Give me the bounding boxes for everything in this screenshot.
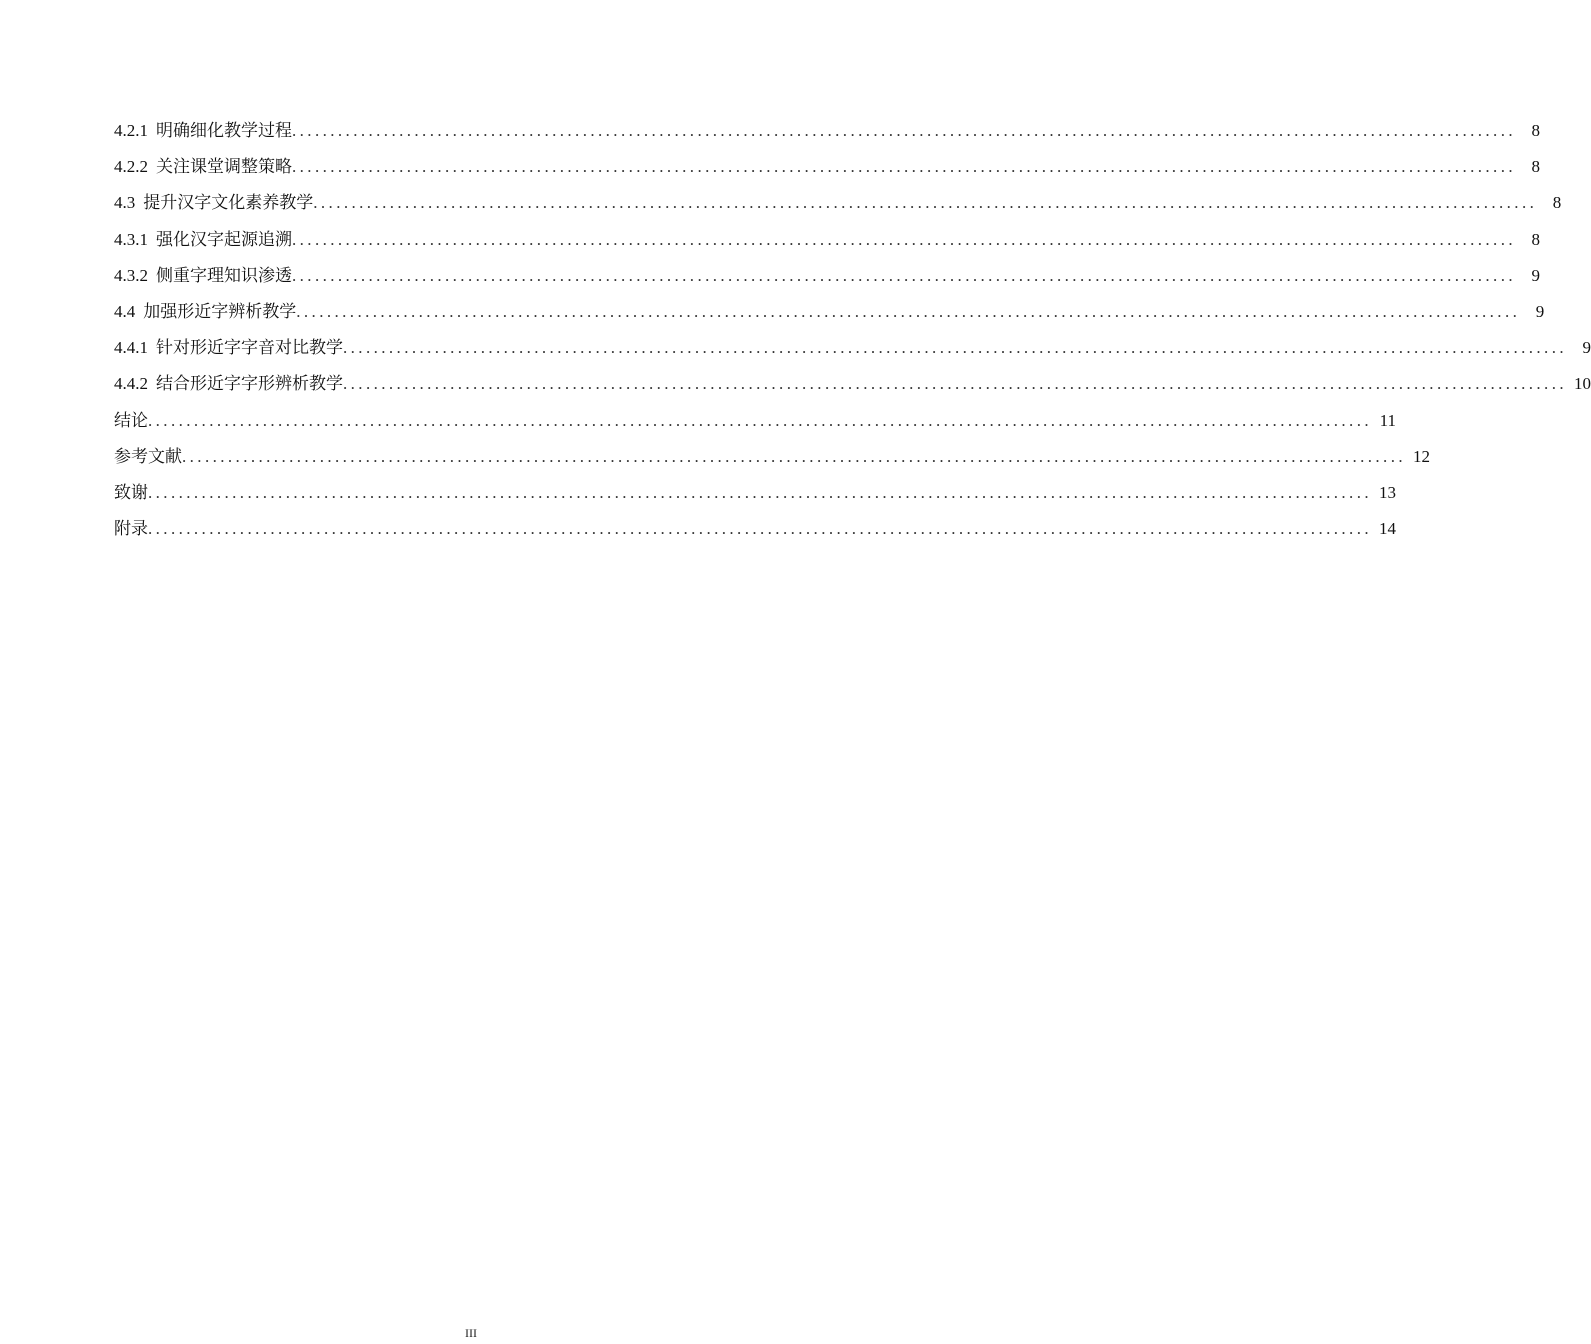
toc-entry-number: 4.4 [114, 301, 136, 321]
toc-entry-label [114, 294, 296, 330]
toc-entry-page: 9 [1582, 338, 1591, 358]
toc-entry-number: 4.3 [114, 193, 136, 213]
toc-entry-page: 14 [1379, 519, 1396, 539]
toc-entry-number: 4.4.2 [114, 374, 148, 394]
toc-entry-page: 9 [1535, 301, 1545, 321]
toc-entry[interactable] [114, 403, 1396, 439]
toc-entry[interactable] [114, 149, 1540, 185]
toc-entry-title: 明确细化教学过程 [156, 121, 292, 140]
toc-entry[interactable] [114, 366, 1591, 402]
toc-entry-title: 结论 [114, 410, 148, 430]
toc-entry-title: 关注课堂调整策略 [156, 157, 292, 177]
dot-leader: ................................................................................................................................................................ [148, 519, 1372, 539]
toc-entry-page: 10 [1574, 374, 1591, 394]
toc-entry-number: 4.3.1 [114, 229, 148, 249]
toc-entry-title: 附录 [114, 519, 148, 539]
toc-entry[interactable] [114, 439, 1430, 475]
toc-entry[interactable] [114, 294, 1545, 330]
dot-leader: ................................................................................................................................................................ [343, 338, 1567, 358]
dot-leader: ................................................................................................................................................................ [313, 193, 1538, 213]
toc-entry-page: 8 [1531, 229, 1540, 249]
dot-leader: ................................................................................................................................................................ [148, 482, 1372, 502]
toc-entry-number: 4.2.1 [114, 121, 148, 140]
toc-entry-page: 9 [1531, 265, 1540, 285]
dot-leader: ................................................................................................................................................................ [343, 374, 1567, 394]
toc-entry-label [114, 330, 343, 366]
toc-entry-page: 8 [1531, 121, 1540, 140]
dot-leader: ................................................................................................................................................................ [292, 157, 1516, 177]
toc-entry-label [114, 403, 148, 439]
toc-entry-label [114, 149, 292, 185]
dot-leader: ................................................................................................................................................................ [292, 265, 1516, 285]
toc-entry-title: 参考文献 [114, 446, 182, 466]
toc-entry-label [114, 185, 313, 221]
toc-entry-label [114, 222, 292, 258]
dot-leader: ................................................................................................................................................................ [148, 410, 1372, 430]
toc-entry-label [114, 258, 292, 294]
toc-entry[interactable] [114, 475, 1396, 511]
toc-entry-page: 13 [1379, 482, 1396, 502]
toc-entry-label [114, 475, 148, 511]
toc-entry-title: 结合形近字字形辨析教学 [156, 374, 343, 394]
dot-leader: ................................................................................................................................................................ [292, 229, 1516, 249]
toc-entry-label [114, 366, 343, 402]
toc-entry[interactable] [114, 330, 1591, 366]
toc-entry-label [114, 113, 292, 149]
toc-entry-title: 侧重字理知识渗透 [156, 265, 292, 285]
dot-leader: ................................................................................................................................................................ [292, 121, 1516, 140]
toc-entry[interactable] [114, 511, 1396, 547]
dot-leader: ................................................................................................................................................................ [296, 301, 1521, 321]
toc-entry-page: 11 [1379, 410, 1396, 430]
toc-entry-title: 致谢 [114, 482, 148, 502]
toc-entry-number: 4.2.2 [114, 157, 148, 177]
toc-entry-number: 4.4.1 [114, 338, 148, 358]
table-of-contents [114, 113, 1591, 547]
toc-entry-page: 12 [1413, 446, 1430, 466]
toc-entry-title: 针对形近字字音对比教学 [156, 338, 343, 358]
toc-entry-title: 加强形近字辨析教学 [143, 301, 297, 321]
page-number: III [465, 1326, 477, 1340]
toc-entry-title: 强化汉字起源追溯 [156, 229, 292, 249]
toc-entry-page: 8 [1552, 193, 1562, 213]
dot-leader: ................................................................................................................................................................ [182, 446, 1406, 466]
toc-entry[interactable] [114, 113, 1540, 149]
toc-entry[interactable] [114, 185, 1562, 221]
toc-entry-page: 8 [1531, 157, 1540, 177]
toc-entry-number: 4.3.2 [114, 265, 148, 285]
toc-entry-label [114, 439, 182, 475]
toc-entry-label [114, 511, 148, 547]
toc-entry[interactable] [114, 258, 1540, 294]
toc-entry-title: 提升汉字文化素养教学 [143, 193, 314, 213]
toc-entry[interactable] [114, 222, 1540, 258]
